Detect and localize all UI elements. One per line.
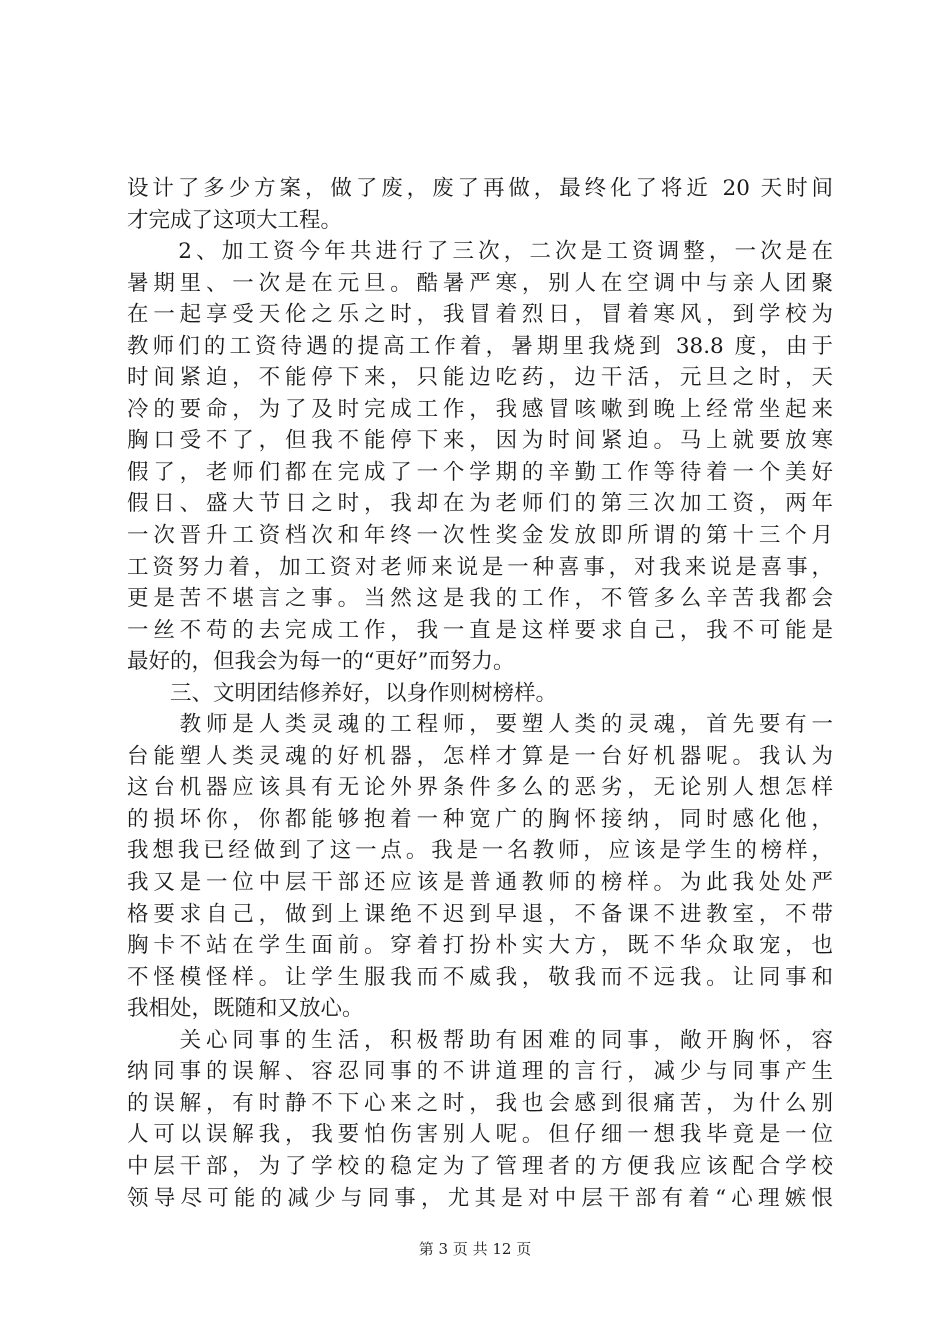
text-line: 这台机器应该具有无论外界条件多么的恶劣，无论别人想怎样: [127, 775, 833, 801]
text-line: 人可以误解我，我要怕伤害别人呢。但仔细一想我毕竟是一位: [127, 1122, 833, 1148]
text-line: 暑期里、一次是在元旦。酷暑严寒，别人在空调中与亲人团聚: [127, 270, 833, 296]
text-line: 时间紧迫，不能停下来，只能边吃药，边干活，元旦之时，天: [127, 365, 833, 391]
text-line: 设计了多少方案，做了废，废了再做，最终化了将近 20 天时间: [127, 176, 833, 201]
text-line: 格要求自己，做到上课绝不迟到早退，不备课不进教室，不带: [127, 901, 833, 927]
text-line: 我相处，既随和又放心。: [127, 996, 364, 1022]
text-line: 假日、盛大节日之时，我却在为老师们的第三次加工资，两年: [127, 491, 833, 517]
text-line: 我又是一位中层干部还应该是普通教师的榜样。为此我处处严: [127, 870, 833, 896]
text-line: 更是苦不堪言之事。当然这是我的工作，不管多么辛苦我都会: [127, 586, 833, 612]
text-line: 才完成了这项大工程。: [127, 207, 343, 233]
text-line: 冷的要命，为了及时完成工作，我感冒咳嗽到晚上经常坐起来: [127, 396, 833, 422]
text-line: 最好的，但我会为每一的“更好”而努力。: [127, 649, 515, 675]
body-text: [127, 173, 833, 1214]
text-line: 假了，老师们都在完成了一个学期的辛勤工作等待着一个美好: [127, 459, 833, 485]
text-line: 教师是人类灵魂的工程师，要塑人类的灵魂，首先要有一: [127, 712, 833, 738]
text-line: 工资努力着，加工资对老师来说是一种喜事，对我来说是喜事，: [127, 554, 833, 580]
text-line: 领导尽可能的减少与同事，尤其是对中层干部有着“心理嫉恨: [127, 1185, 833, 1211]
text-line: 教师们的工资待遇的提高工作着，暑期里我烧到 38.8 度，由于: [127, 333, 833, 359]
text-line: 纳同事的误解、容忍同事的不讲道理的言行，减少与同事产生: [127, 1059, 833, 1085]
text-line: 在一起享受天伦之乐之时，我冒着烈日，冒着寒风，到学校为: [127, 302, 833, 328]
page-footer: 第 3 页 共 12 页: [418, 1240, 532, 1258]
text-line: 的误解，有时静不下心来之时，我也会感到很痛苦，为什么别: [127, 1090, 833, 1116]
text-line: 中层干部，为了学校的稳定为了管理者的方便我应该配合学校: [127, 1153, 833, 1179]
text-line: 的损坏你，你都能够抱着一种宽广的胸怀接纳，同时感化他，: [127, 806, 833, 832]
text-line: 一次晋升工资档次和年终一次性奖金发放即所谓的第十三个月: [127, 523, 833, 549]
text-line: 我想我已经做到了这一点。我是一名教师，应该是学生的榜样，: [127, 838, 833, 864]
text-line: 一丝不苟的去完成工作，我一直是这样要求自己，我不可能是: [127, 617, 833, 643]
text-line: 不怪模怪样。让学生服我而不威我，敬我而不远我。让同事和: [127, 964, 833, 990]
text-line: 台能塑人类灵魂的好机器，怎样才算是一台好机器呢。我认为: [127, 743, 833, 769]
text-line: 三、文明团结修养好，以身作则树榜样。: [127, 680, 558, 706]
text-line: 胸卡不站在学生面前。穿着打扮朴实大方，既不华众取宠，也: [127, 933, 833, 959]
text-line: 2、加工资今年共进行了三次，二次是工资调整，一次是在: [127, 239, 833, 265]
text-line: 胸口受不了，但我不能停下来，因为时间紧迫。马上就要放寒: [127, 428, 833, 454]
text-line: 关心同事的生活，积极帮助有困难的同事，敞开胸怀，容: [127, 1027, 833, 1053]
